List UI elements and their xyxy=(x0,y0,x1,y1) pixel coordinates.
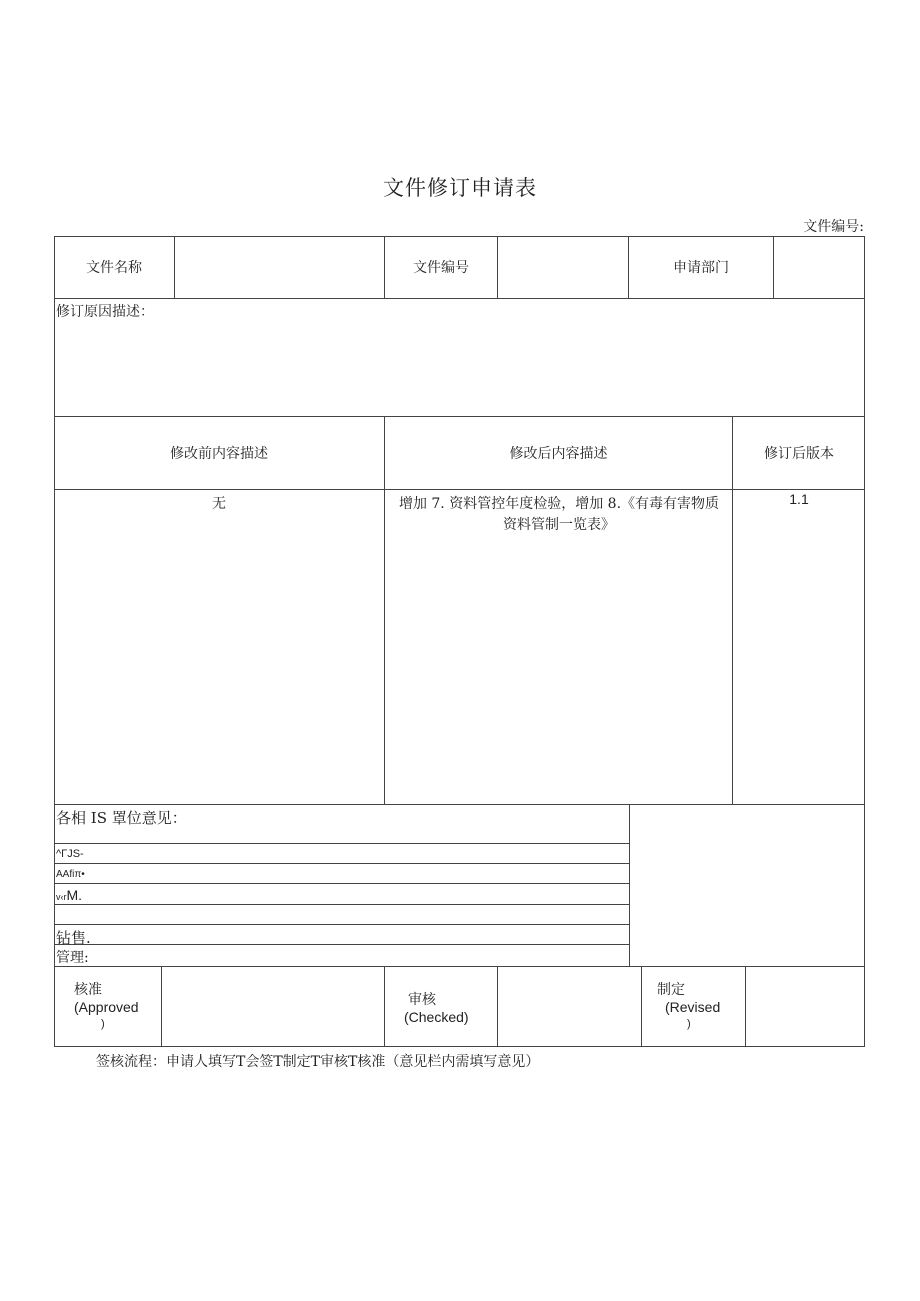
opinion-line xyxy=(54,904,629,905)
row-divider xyxy=(54,804,865,805)
before-header: 修改前内容描述 xyxy=(170,446,268,462)
approved-close: ) xyxy=(101,1018,105,1030)
after-header: 修改后内容描述 xyxy=(509,446,608,462)
col-divider xyxy=(641,966,642,1047)
opinion-line xyxy=(54,883,629,884)
opinion-line-1: ^ΓJS- xyxy=(56,848,84,860)
page-title: 文件修订申请表 xyxy=(383,176,537,200)
form-table xyxy=(54,236,865,1047)
opinions-label: 各相 IS 罩位意见： xyxy=(56,809,187,827)
row-divider xyxy=(54,966,865,967)
checked-cn: 审核 xyxy=(408,992,436,1008)
file-name-label: 文件名称 xyxy=(86,260,142,276)
col-divider xyxy=(384,966,385,1047)
approved-en: (Approved xyxy=(74,999,139,1015)
col-divider xyxy=(497,966,498,1047)
col-divider xyxy=(745,966,746,1047)
file-name-field[interactable] xyxy=(175,236,384,298)
opinion-line xyxy=(54,843,629,844)
opinion-line xyxy=(54,924,629,925)
checked-en: (Checked) xyxy=(404,1009,469,1025)
file-number-field[interactable] xyxy=(498,236,628,298)
version-value: 1.1 xyxy=(789,491,809,507)
after-content-line2: 资料管制一览表》 xyxy=(503,517,615,533)
approved-cn: 核准 xyxy=(74,982,102,998)
opinion-line xyxy=(54,944,629,945)
before-content: 无 xyxy=(212,496,226,512)
col-divider xyxy=(629,804,630,966)
col-divider xyxy=(161,966,162,1047)
revised-close: ) xyxy=(687,1018,691,1030)
row-divider xyxy=(54,298,865,299)
after-content-line1: 增加 7. 资料管控年度检验，增加 8.《有毒有害物质 xyxy=(398,496,720,512)
reason-label: 修订原因描述： xyxy=(56,304,154,320)
revised-cn: 制定 xyxy=(657,982,685,998)
opinion-line-2: AAfiπ• xyxy=(56,869,85,880)
file-number-label: 文件编号 xyxy=(413,260,469,276)
opinion-line-3: v‹rM. xyxy=(56,887,83,903)
revised-en: (Revised xyxy=(665,999,721,1015)
opinion-line xyxy=(54,863,629,864)
signoff-flow-note: 签核流程：申请人填写Τ会签Τ制定Τ审核Τ核准（意见栏内需填写意见） xyxy=(96,1054,540,1070)
version-header: 修订后版本 xyxy=(764,446,834,462)
department-field[interactable] xyxy=(774,236,865,298)
department-label: 申请部门 xyxy=(673,260,729,276)
row-divider xyxy=(54,489,865,490)
doc-number-label: 文件编号: xyxy=(803,219,864,235)
opinion-line-6: 管理: xyxy=(56,950,89,966)
opinion-line-5: 钻售. xyxy=(56,929,91,947)
